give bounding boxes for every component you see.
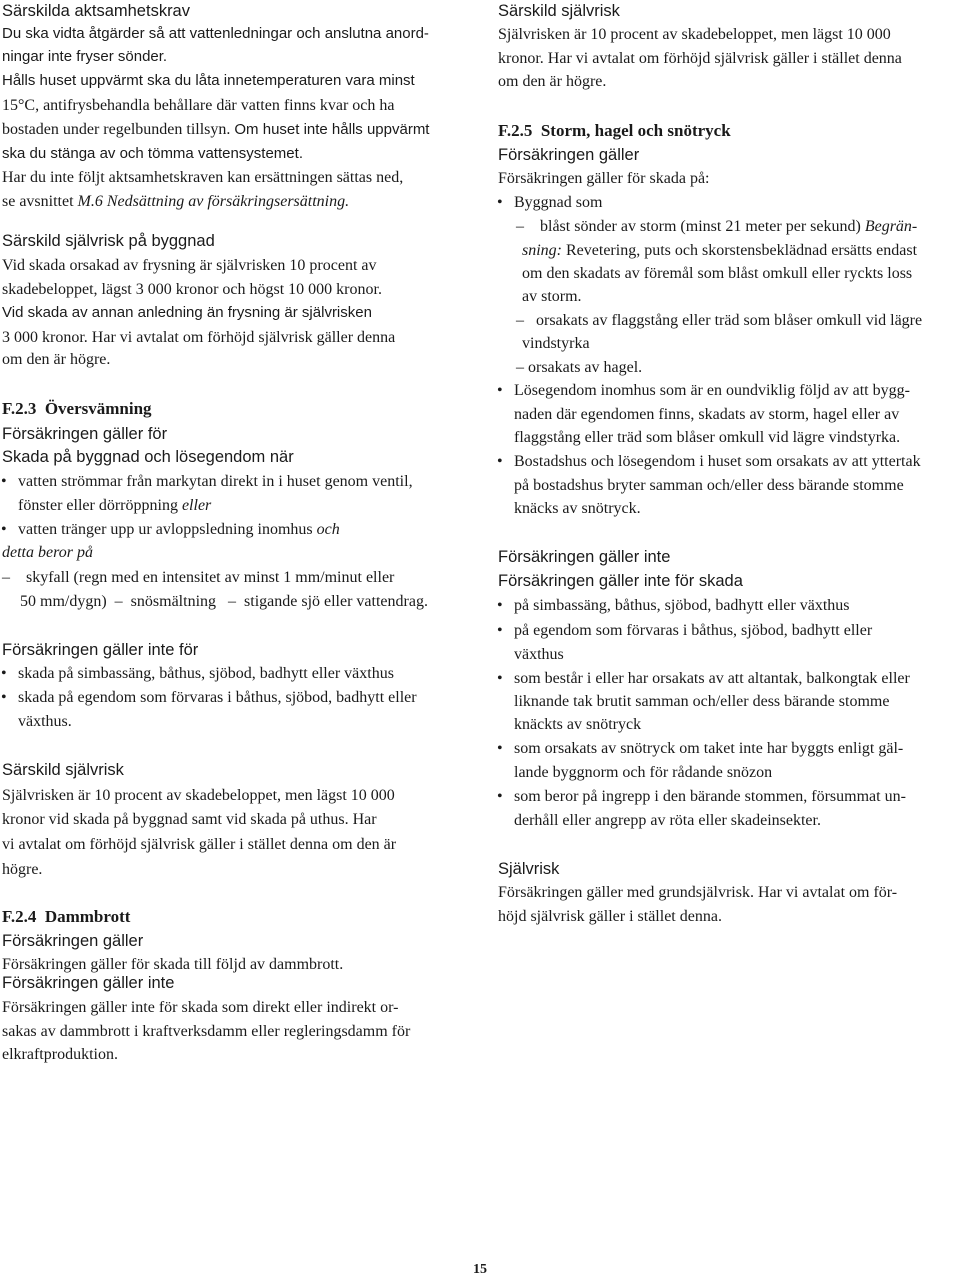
text-line: av storm. [522,288,582,305]
list-item: • Byggnad som [498,193,602,213]
text-span: kronor vid skada på byggnad samt vid skada på uthus. [2,811,349,828]
text-line: Försäkringen gäller inte för skada som direkt eller indirekt or- [2,999,399,1016]
list-item: • vatten strömmar från markytan direkt in i huset genom ventil, [2,472,413,492]
text-span: sning: [522,242,562,259]
list-item: • skada på egendom som förvaras i båthus, sjöbod, badhytt eller [2,688,417,708]
text-line: liknande tak brutit samman och/eller dess bärande stomme [514,693,890,710]
text-line [18,496,211,516]
list-item: • skada på simbassäng, båthus, sjöbod, badhytt eller växthus [2,664,394,684]
section-title: Dammbrott [44,907,131,926]
sjalvrisk-heading: Särskild självrisk [2,761,124,779]
connector-word: och [316,521,340,538]
galler-heading: Försäkringen gäller [498,146,640,164]
dash-item: – skyfall (regn med en intensitet av minst 1 mm/minut eller [2,569,395,586]
text-span: bostaden under regelbunden tillsyn. [2,121,231,138]
section-title: Storm, hagel och snötryck [540,121,731,140]
text-span: se avsnittet [2,193,78,210]
dash-item: – orsakats av hagel. [516,359,643,376]
text-span: 3 000 kronor. [2,329,88,346]
text-line: Vid skada orsakad av frysning är självrisken 10 procent av [2,257,377,274]
text-line: derhåll eller angrepp av röta eller skadeinsekter. [514,812,821,829]
list-item: • på simbassäng, båthus, sjöbod, badhytt eller växthus [498,596,850,616]
inte-heading: Försäkringen gäller inte [498,548,671,566]
text-span: Revetering, puts och skorstensbeklädnad ersätts endast [562,242,918,259]
text-line: vi avtalat om förhöjd självrisk gäller i stället denna om den är [2,836,397,853]
galler-heading: Försäkringen gäller [2,932,144,950]
text-line: sakas av dammbrott i kraftverksdamm eller regleringsdamm för [2,1023,411,1040]
text-span: orsakats av flaggstång eller träd som blåser omkull vid lägre [536,312,923,329]
text-line: lande byggnorm och för rådande snözon [514,764,773,781]
sjalvrisk-heading: Självrisk [498,860,560,878]
text-line: växthus [514,646,564,663]
section-title-oversvamning [2,399,152,419]
text-span: Har vi avtalat om förhöjd självrisk gäller i stället denna [543,50,902,67]
text-span: snösmältning [130,593,217,610]
text-line [498,49,902,69]
text-line: om den är högre. [498,73,607,90]
text-span: vatten tränger upp ur avloppsledning inomhus [18,521,317,538]
list-item [2,520,340,540]
text-line [522,241,917,261]
text-line: Försäkringen gäller med grundsjälvrisk. Har vi avtalat om för- [498,884,898,901]
text-line: Vid skada av annan anledning än frysning är självrisken [2,304,372,321]
list-item: • på egendom som förvaras i båthus, sjöbod, badhytt eller [498,621,872,641]
list-item: • Bostadshus och lösegendom i huset som orsakats av att yttertak [498,452,921,472]
text-line: vindstyrka [522,335,590,352]
page-number: 15 [473,1262,487,1277]
text-line: om den skadats av föremål som blåst omkull eller ryckts loss [522,265,913,282]
list-item: • Lösegendom inomhus som är en oundviklig följd av att bygg- [498,381,910,401]
text-line [2,192,349,212]
sjalvrisk-heading: Särskild självrisk [498,2,620,20]
text-line: detta beror på [2,544,93,561]
list-item: • som består i eller har orsakats av att altantak, balkongtak eller [498,669,910,689]
text-line: Har du inte följt aktsamhetskraven kan ersättningen sättas ned, [2,169,404,186]
inte-heading: Försäkringen gäller inte [2,974,175,992]
sjalvrisk-byggnad-heading: Särskild självrisk på byggnad [2,232,215,250]
text-line: Försäkringen gäller för skada på: [498,170,710,187]
text-line: Hålls huset uppvärmt ska du låta innetemperaturen vara minst [2,72,415,89]
text-line: Försäkringen gäller för skada till följd av dammbrott. [2,956,344,973]
list-item: • som beror på ingrepp i den bärande stommen, försummat un- [498,787,906,807]
text-line: växthus. [18,713,72,730]
text-span: blåst sönder av storm (minst 21 meter per sekund) [540,218,865,235]
text-line: knäcks av snötryck. [514,500,641,517]
text-line: om den är högre. [2,351,111,368]
inte-heading: Försäkringen gäller inte för [2,641,199,659]
text-line: ningar inte fryser sönder. [2,48,168,65]
text-line: knäckts av snötryck [514,716,642,733]
text-line: höjd självrisk gäller i stället denna. [498,908,722,925]
galler-heading: Försäkringen gäller för [2,425,168,443]
dash-item: – orsakats av flaggstång eller träd som blåser omkull vid lägre [516,312,923,329]
aktsamhet-heading: Särskilda aktsamhetskrav [2,2,190,20]
text-line: på bostadshus bryter samman och/eller dess bärande stomme [514,477,904,494]
section-title-storm [498,121,731,141]
text-span: skyfall (regn med en intensitet av minst 1 mm/minut eller [26,569,395,586]
text-line: naden där egendomen finns, skadats av storm, hagel eller av [514,406,900,423]
text-span: Begrän- [864,218,918,235]
text-line: skadebeloppet, lägst 3 000 kronor och högst 10 000 kronor. [2,281,382,298]
section-title-dammbrott [2,907,130,927]
section-reference: M.6 Nedsättning av försäkringsersättning. [77,193,350,210]
text-span: Har [348,811,377,828]
text-line [2,328,395,348]
dash-item: 50 mm/dygn) – snösmältning – stigande sjö eller vattendrag. [20,593,428,610]
text-span: 50 mm/dygn) [20,593,107,610]
text-span: Om huset inte hålls uppvärmt [234,121,430,138]
text-line: 15°C, antifrysbehandla behållare där vatten finns kvar och ha [2,97,395,114]
subheading: Försäkringen gäller inte för skada [498,572,743,590]
text-line: Du ska vidta åtgärder så att vattenledningar och anslutna anord- [2,25,429,42]
text-line: Självrisken är 10 procent av skadebeloppet, men lägst 10 000 [498,26,891,43]
subheading: Skada på byggnad och lösegendom när [2,448,294,466]
text-line [2,120,429,140]
text-line: högre. [2,861,43,878]
text-span: kronor. [498,50,544,67]
section-number: F.2.3 [2,399,37,418]
text-span: orsakats av hagel. [528,359,643,376]
section-title: Översvämning [44,399,152,418]
text-span: stigande sjö eller vattendrag. [244,593,428,610]
section-number: F.2.5 [498,121,533,140]
connector-word: eller [181,497,212,514]
text-line [2,810,377,830]
text-span: fönster eller dörröppning [18,497,182,514]
text-line: Självrisken är 10 procent av skadebeloppet, men lägst 10 000 [2,787,395,804]
text-line: elkraftproduktion. [2,1046,118,1063]
text-span: Har vi avtalat om förhöjd självrisk gäller denna [87,329,396,346]
list-item: • som orsakats av snötryck om taket inte har byggts enligt gäl- [498,739,903,759]
section-number: F.2.4 [2,907,37,926]
dash-item: – blåst sönder av storm (minst 21 meter per sekund) Begrän- [516,218,918,235]
text-line: flaggstång eller träd som blåser omkull vid lägre vindstyrka. [514,429,901,446]
text-line: ska du stänga av och tömma vattensystemet. [2,145,303,162]
